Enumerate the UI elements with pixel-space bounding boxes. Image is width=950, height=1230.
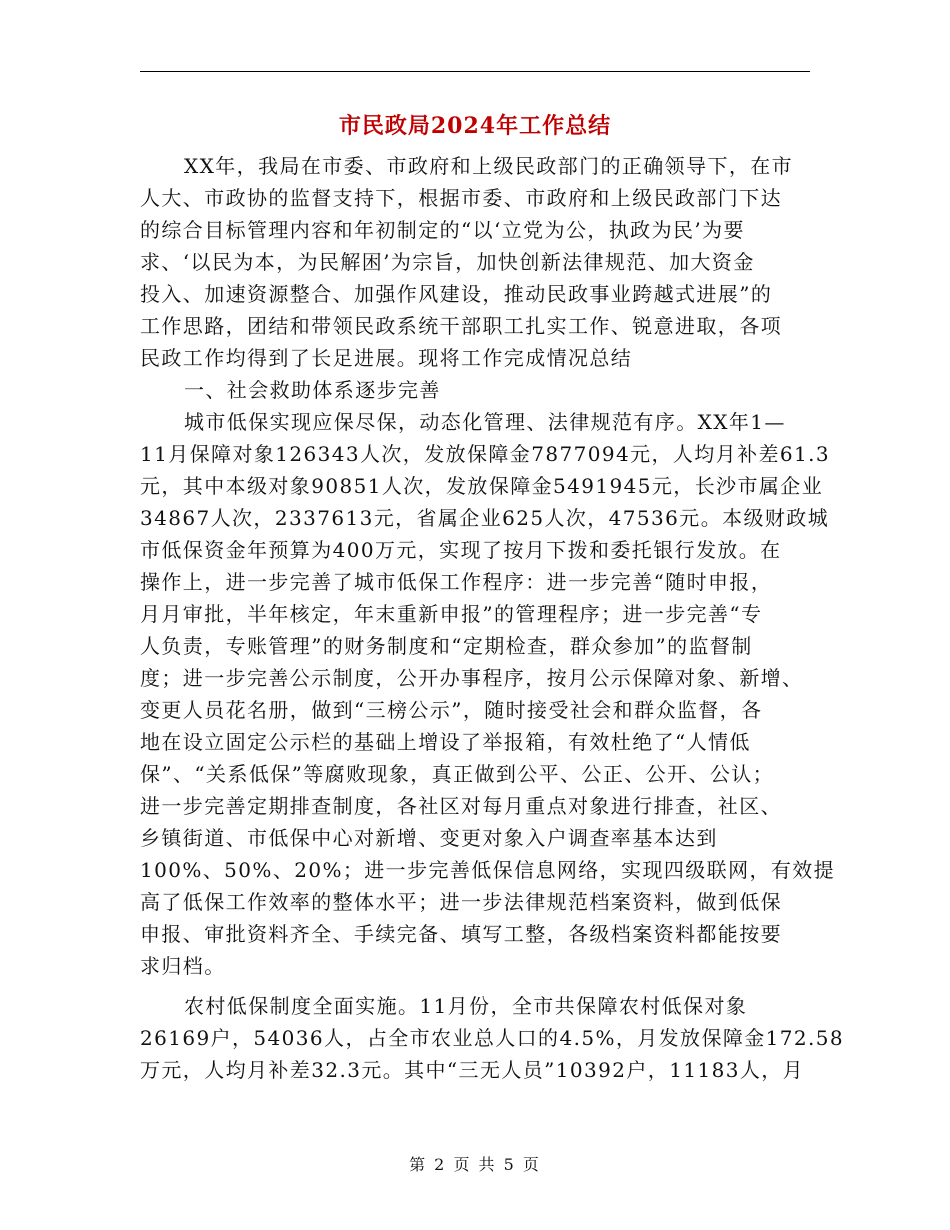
paragraph-line: 求、‘以民为本，为民解困’为宗旨，加快创新法律规范、加大资金 (140, 250, 755, 274)
paragraph-line: 月月审批，半年核定，年末重新申报”的管理程序；进一步完善“专 (140, 602, 763, 626)
paragraph-line: 民政工作均得到了长足进展。现将工作完成情况总结 (140, 346, 633, 370)
paragraph-line: 进一步完善定期排查制度，各社区对每月重点对象进行排查，社区、 (140, 794, 782, 818)
paragraph-line: 元，其中本级对象90851人次，发放保障金5491945元，长沙市属企业 (140, 474, 824, 498)
paragraph-line: 工作思路，团结和带领民政系统干部职工扎实工作、锐意进取，各项 (140, 314, 782, 338)
paragraph-line: 高了低保工作效率的整体水平；进一步法律规范档案资料，做到低保 (140, 890, 782, 914)
section-heading: 一、社会救助体系逐步完善 (184, 378, 441, 402)
document-title: 市民政局2024年工作总结 (338, 113, 612, 139)
paragraph-line: 度；进一步完善公示制度，公开办事程序，按月公示保障对象、新增、 (140, 666, 804, 690)
paragraph-line: 乡镇街道、市低保中心对新增、变更对象入户调查率基本达到 (140, 826, 718, 850)
paragraph-line: 城市低保实现应保尽保，动态化管理、法律规范有序。XX年1— (184, 410, 786, 434)
paragraph-line: 操作上，进一步完善了城市低保工作程序：进一步完善“随时申报， (140, 570, 773, 594)
paragraph-line: 的综合目标管理内容和年初制定的“以‘立党为公，执政为民’为要 (140, 218, 745, 242)
paragraph-line: 变更人员花名册，做到“三榜公示”，随时接受社会和群众监督，各 (140, 698, 763, 722)
paragraph-line: 26169户，54036人，占全市农业总人口的4.5%，月发放保障金172.58 (140, 1026, 845, 1050)
paragraph-line: 市低保资金年预算为400万元，实现了按月下拨和委托银行发放。在 (140, 538, 782, 562)
paragraph-line: 34867人次，2337613元，省属企业625人次，47536元。本级财政城 (140, 506, 830, 530)
paragraph-line: 人大、市政协的监督支持下，根据市委、市政府和上级民政部门下达 (140, 186, 782, 210)
paragraph-line: XX年，我局在市委、市政府和上级民政部门的正确领导下，在市 (184, 154, 794, 178)
paragraph-gap (140, 982, 800, 990)
paragraph-line: 11月保障对象126343人次，发放保障金7877094元，人均月补差61.3 (140, 442, 830, 466)
header-rule (140, 71, 810, 72)
page-footer: 第 2 页 共 5 页 (409, 1155, 541, 1174)
paragraph-line: 万元，人均月补差32.3元。其中“三无人员”10392户，11183人，月 (140, 1058, 805, 1082)
paragraph-line: 保”、“关系低保”等腐败现象，真正做到公平、公正、公开、公认； (140, 762, 775, 786)
paragraph-line: 申报、审批资料齐全、手续完备、填写工整，各级档案资料都能按要 (140, 922, 782, 946)
paragraph-line: 100%、50%、20%；进一步完善低保信息网络，实现四级联网，有效提 (140, 858, 836, 882)
paragraph-line: 投入、加速资源整合、加强作风建设，推动民政事业跨越式进展”的 (140, 282, 773, 306)
document-body (140, 150, 845, 1086)
paragraph-line: 农村低保制度全面实施。11月份，全市共保障农村低保对象 (184, 994, 748, 1018)
paragraph-line: 人负责，专账管理”的财务制度和“定期检查，群众参加”的监督制 (140, 634, 753, 658)
paragraph-line: 地在设立固定公示栏的基础上增设了举报箱，有效杜绝了“人情低 (140, 730, 751, 754)
paragraph-line: 求归档。 (140, 954, 226, 978)
